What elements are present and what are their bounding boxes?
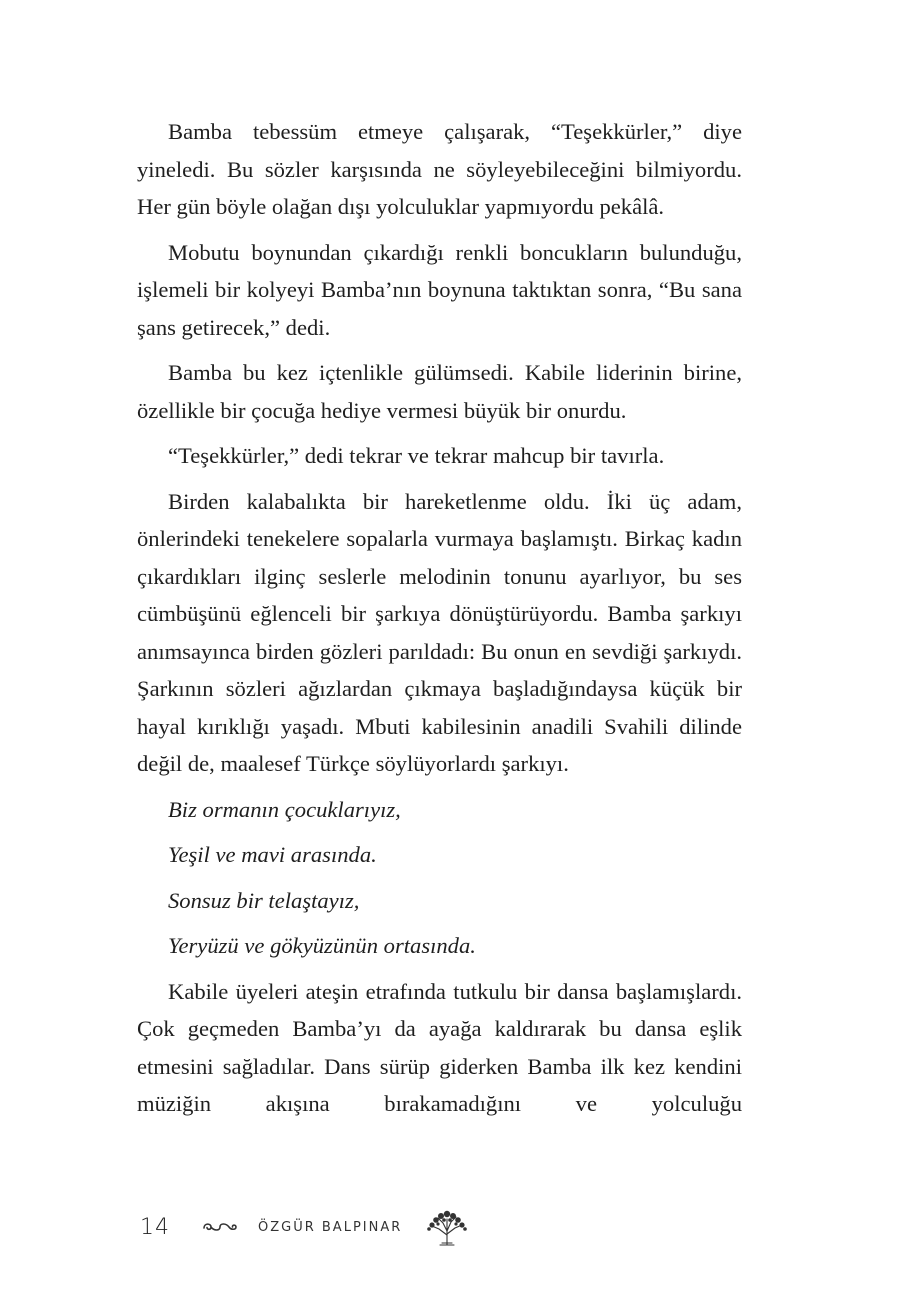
swirl-ornament-icon — [200, 1219, 240, 1235]
paragraph-3: Bamba bu kez içtenlikle gülümsedi. Kabile liderinin birine, özellikle bir çocuğa hediye vermesi büyük bir onurdu. — [137, 360, 742, 423]
paragraph-2: Mobutu boynundan çıkardığı renkli boncukların bulunduğu, işlemeli bir kolyeyi Bamba’nın boynuna taktıktan sonra, “Bu sana şans getirecek,” dedi. — [137, 239, 742, 340]
paragraph-5: Birden kalabalıkta bir hareketlenme oldu. İki üç adam, önlerindeki tenekelere sopalarla vurmaya başlamıştı. Birkaç kadın çıkardıkları ilginç seslerle melodinin tonunu ayarlıyor, bu ses cümbüşünü eğlenceli bir şarkıya dönüştürüyordu. Bamba şarkıyı anımsayınca birden gözleri parıldadı: Bu onun en sevdiği şarkıydı. Şarkının sözleri ağızlardan çıkmaya başladığındaysa küçük bir hayal kırıklığı yaşadı. Mbuti kabilesinin anadili Svahili dilinde değil de, maalesef Türkçe söylüyorlardı şarkıyı. — [137, 488, 742, 776]
verse-line-2: Yeşil ve mavi arasında. — [168, 842, 377, 867]
paragraph-4: “Teşekkürler,” dedi tekrar ve tekrar mahcup bir tavırla. — [168, 443, 665, 468]
paragraph-1: Bamba tebessüm etmeye çalışarak, “Teşekkürler,” diye yineledi. Bu sözler karşısında ne söyleyebileceğini bilmiyordu. Her gün böyle olağan dışı yolculuklar yapmıyordu pekâlâ. — [137, 119, 742, 219]
closing-paragraph: Kabile üyeleri ateşin etrafında tutkulu bir dansa başlamışlardı. Çok geçmeden Bamba’yı da ayağa kaldırarak bu dansa eşlik etmesini sağladılar. Dans sürüp giderken Bamba ilk kez kendini müziğin akışına bırakamadığını ve yolculuğu — [137, 978, 742, 1116]
page-body — [137, 113, 742, 1131]
verse-line-4: Yeryüzü ve gökyüzünün ortasında. — [168, 933, 476, 958]
author-name: ÖZGÜR BALPINAR — [258, 1219, 403, 1235]
page-number: 14 — [140, 1214, 170, 1240]
tree-icon — [422, 1207, 472, 1247]
verse-line-3: Sonsuz bir telaştayız, — [168, 887, 360, 913]
verse-line-1: Biz ormanın çocuklarıyız, — [168, 796, 401, 822]
page-footer — [140, 1205, 472, 1249]
